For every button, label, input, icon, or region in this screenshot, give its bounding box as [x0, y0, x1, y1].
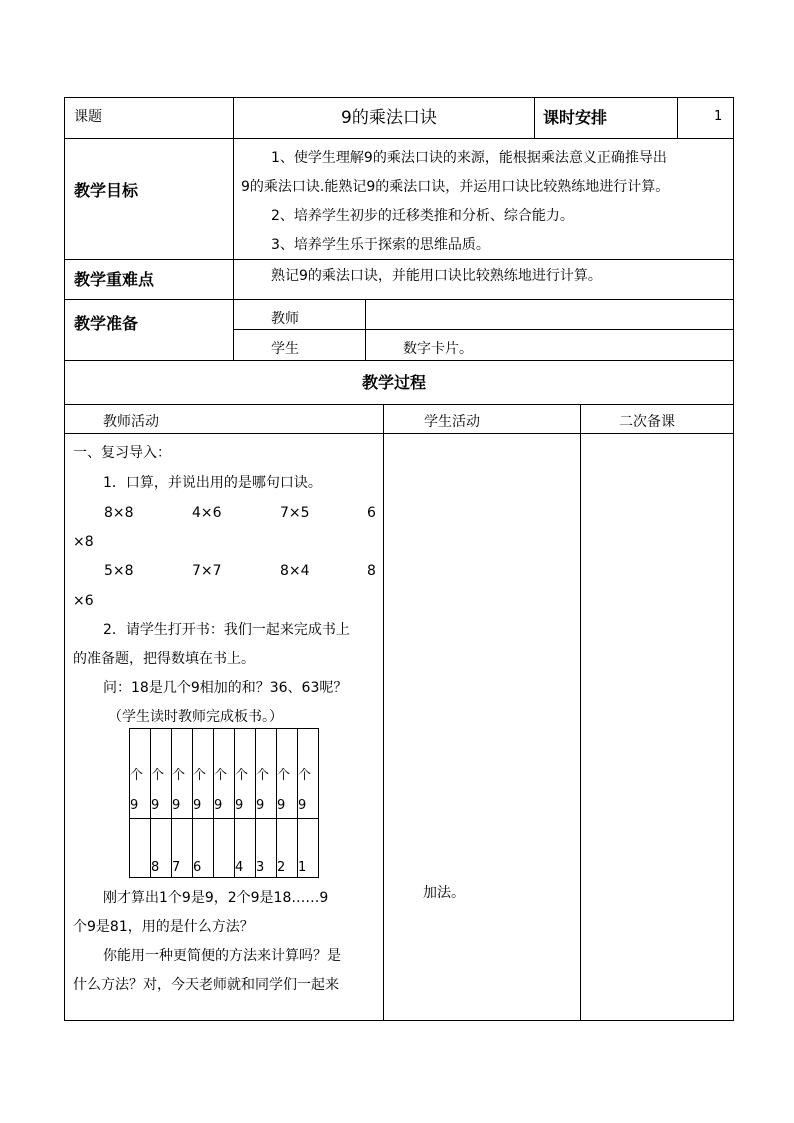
prep-student-label: 学生 — [271, 341, 299, 357]
grid-digit: 9 — [193, 798, 202, 813]
calc-item: 8×4 — [280, 563, 310, 579]
grid-line — [129, 818, 319, 819]
rule-header-bottom — [64, 138, 734, 139]
grid-unit: 个 — [235, 768, 249, 783]
goals-line-2: 9的乘法口诀.能熟记9的乘法口诀，并运用口诀比较熟练地进行计算。 — [241, 179, 670, 195]
goals-label: 教学目标 — [74, 181, 139, 200]
goals-line-3: 2、培养学生初步的迁移类推和分析、综合能力。 — [271, 208, 574, 224]
grid-count: 2 — [277, 860, 286, 875]
grid-unit: 个 — [130, 768, 144, 783]
ta-line: 个9是81，用的是什么方法？ — [73, 919, 254, 935]
col-head-teacher: 教师活动 — [103, 414, 159, 430]
ta-line: 什么方法？对，今天老师就和同学们一起来 — [73, 977, 339, 993]
grid-digit: 9 — [130, 798, 139, 813]
grid-unit: 个 — [151, 768, 165, 783]
rule-column-heads-bottom — [64, 433, 734, 434]
rule-left — [64, 97, 65, 1021]
grid-count: 6 — [193, 860, 202, 875]
calc-item-wrap: ×8 — [73, 534, 94, 550]
grid-unit: 个 — [172, 768, 186, 783]
ta-line: 刚才算出1个9是9，2个9是18……9 — [103, 890, 329, 906]
calc-item-wrap: ×6 — [73, 593, 94, 609]
grid-count: 8 — [151, 860, 160, 875]
col-head-second: 二次备课 — [619, 414, 675, 430]
grid-digit: 9 — [172, 798, 181, 813]
keypoints-label: 教学重难点 — [74, 270, 155, 289]
rule-right — [733, 97, 734, 1021]
student-answer: 加法。 — [423, 885, 465, 901]
rule-bottom — [64, 1020, 734, 1021]
calc-item: 7×5 — [280, 505, 310, 521]
grid-line — [129, 877, 319, 878]
ta-section-heading: 一、复习导入： — [73, 445, 171, 461]
prep-teacher-label: 教师 — [271, 311, 299, 327]
grid-unit: 个 — [214, 768, 228, 783]
calc-item: 4×6 — [192, 505, 222, 521]
prep-student-value: 数字卡片。 — [403, 341, 473, 357]
rule-keypoints-bottom — [64, 299, 734, 300]
topic-title: 9的乘法口诀 — [341, 108, 437, 128]
goals-line-1: 1、使学生理解9的乘法口诀的来源，能根据乘法意义正确推导出 — [271, 150, 667, 166]
calc-item: 8×8 — [104, 505, 134, 521]
rule-header-split-1 — [534, 97, 535, 138]
rule-process-title-bottom — [64, 404, 734, 405]
calc-item: 5×8 — [104, 563, 134, 579]
grid-digit: 9 — [256, 798, 265, 813]
board-grid — [129, 728, 319, 878]
grid-unit: 个 — [298, 768, 312, 783]
rule-prep-bottom — [64, 360, 734, 361]
preparation-label: 教学准备 — [74, 314, 139, 333]
grid-unit: 个 — [193, 768, 207, 783]
ta-line: 你能用一种更简便的方法来计算吗？是 — [103, 948, 341, 964]
rule-prep-middle — [233, 329, 734, 330]
ta-line: 2．请学生打开书：我们一起来完成书上 — [103, 622, 350, 638]
ta-line: 1．口算，并说出用的是哪句口诀。 — [103, 475, 322, 491]
calc-item: 8 — [367, 563, 376, 579]
grid-digit: 9 — [235, 798, 244, 813]
ta-line: 问：18是几个9相加的和？36、63呢？ — [103, 680, 348, 696]
grid-digit: 9 — [151, 798, 160, 813]
calc-item: 7×7 — [192, 563, 222, 579]
rule-col-split-2 — [580, 404, 581, 1021]
keypoints-text: 熟记9的乘法口诀，并能用口诀比较熟练地进行计算。 — [271, 268, 602, 284]
grid-count: 3 — [256, 860, 265, 875]
rule-prep-split — [365, 299, 366, 360]
grid-unit: 个 — [277, 768, 291, 783]
rule-label-column — [233, 97, 234, 360]
grid-count: 4 — [235, 860, 244, 875]
grid-count: 1 — [298, 860, 307, 875]
grid-digit: 9 — [214, 798, 223, 813]
grid-digit: 9 — [298, 798, 307, 813]
grid-count: 7 — [172, 860, 181, 875]
rule-col-split-1 — [383, 404, 384, 1021]
grid-line — [129, 728, 319, 729]
grid-line — [318, 728, 319, 878]
goals-line-4: 3、培养学生乐于探索的思维品质。 — [271, 237, 490, 253]
grid-unit: 个 — [256, 768, 270, 783]
calc-item: 6 — [367, 505, 376, 521]
schedule-value: 1 — [714, 109, 723, 124]
ta-line: 的准备题，把得数填在书上。 — [73, 651, 255, 667]
rule-header-split-2 — [677, 97, 678, 138]
rule-top — [64, 97, 734, 98]
process-title: 教学过程 — [362, 373, 427, 392]
schedule-label: 课时安排 — [543, 108, 608, 127]
grid-digit: 9 — [277, 798, 286, 813]
topic-label: 课题 — [74, 109, 102, 125]
col-head-student: 学生活动 — [424, 414, 480, 430]
ta-line: （学生读时教师完成板书。） — [108, 709, 283, 725]
rule-goals-bottom — [64, 259, 734, 260]
